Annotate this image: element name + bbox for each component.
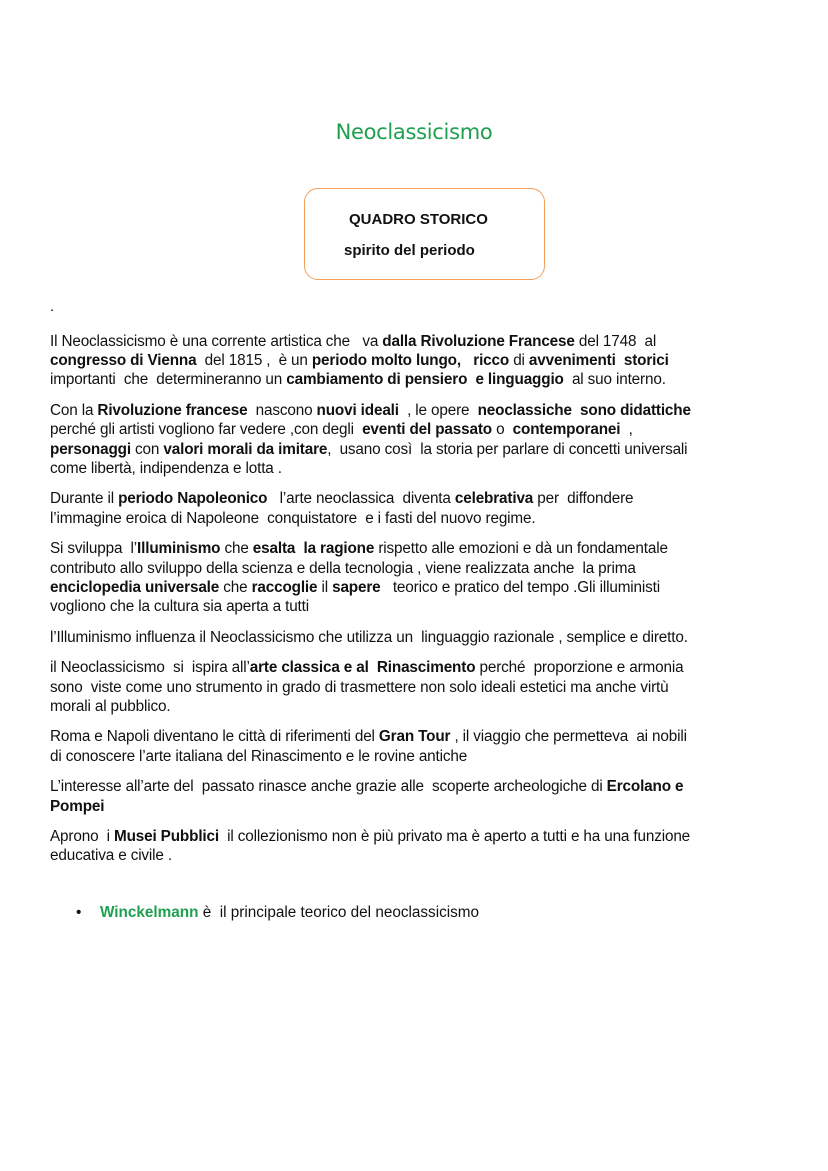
bold-text: Illuminismo (137, 540, 221, 558)
paragraph (50, 628, 780, 647)
text-line (50, 539, 780, 558)
text-segment: , il viaggio che permetteva ai nobili (450, 728, 687, 746)
text-segment: Roma e Napoli diventano le città di riferimenti del (50, 728, 379, 746)
box-subheading: spirito del periodo (344, 242, 475, 259)
text-segment: l’immagine eroica di Napoleone conquistatore e i fasti del nuovo regime. (50, 509, 536, 527)
bold-text: cambiamento di pensiero e linguaggio (286, 371, 564, 389)
bold-text: ricco (473, 352, 510, 370)
paragraph (50, 777, 780, 815)
text-line (50, 846, 780, 865)
text-line (50, 678, 780, 697)
text-segment: Il Neoclassicismo è una corrente artistica che va (50, 333, 383, 350)
bold-text: neoclassiche sono didattiche (477, 402, 691, 420)
text-line (50, 827, 780, 846)
text-segment: L’interesse all’arte del passato rinasce anche grazie alle scoperte archeologiche di (50, 778, 607, 796)
bold-text: arte classica e al Rinascimento (249, 659, 476, 677)
text-segment: di conoscere l’arte italiana del Rinascimento e le rovine antiche (50, 747, 468, 765)
text-line (50, 420, 780, 439)
box-heading: QUADRO STORICO (349, 211, 488, 228)
text-segment: del 1748 al (574, 333, 657, 350)
text-segment: perché proporzione e armonia (475, 659, 684, 677)
paragraph (50, 658, 780, 716)
bold-text: celebrativa (454, 490, 534, 508)
bold-text: Gran Tour (378, 728, 451, 746)
text-line (50, 628, 780, 647)
text-segment: nascono (247, 402, 317, 420)
paragraph (50, 332, 780, 390)
text-segment: Durante il (50, 490, 119, 508)
text-segment: morali al pubblico. (50, 697, 171, 715)
bold-text: Rivoluzione francese (97, 402, 248, 420)
section-box (304, 188, 545, 280)
text-segment: teorico e pratico del tempo .Gli illuministi (380, 578, 660, 596)
text-segment: perché gli artisti vogliono far vedere ,con degli (50, 421, 363, 439)
text-segment: con (130, 440, 164, 458)
text-line (50, 489, 780, 508)
text-segment: Con la (50, 402, 98, 420)
text-segment: l’arte neoclassica diventa (267, 490, 455, 508)
bullet-marker: • (76, 904, 82, 921)
bullet-name: Winckelmann (100, 904, 199, 921)
text-segment: per diffondere (533, 490, 634, 508)
bold-text: raccoglie (251, 578, 318, 596)
stray-dot: . (50, 298, 55, 315)
text-segment: importanti che determineranno un (50, 371, 287, 389)
paragraph (50, 727, 780, 765)
paragraph (50, 401, 780, 478)
bold-text: dalla Rivoluzione Francese (382, 333, 575, 350)
text-segment: Aprono i (50, 828, 114, 846)
text-segment: il collezionismo non è più privato ma è aperto a tutti e ha una funzione (218, 828, 691, 846)
bullet-item (76, 904, 479, 922)
paragraph (50, 827, 780, 865)
text-line (50, 559, 780, 578)
text-segment: contributo allo sviluppo della scienza e della tecnologia , viene realizzata anche la prima (50, 559, 636, 577)
text-segment: o (492, 421, 513, 439)
bullet-text: è il principale teorico del neoclassicismo (198, 904, 480, 921)
text-line (50, 509, 780, 528)
bold-text: Ercolano e (606, 778, 684, 796)
bold-text: valori morali da imitare (163, 440, 328, 458)
text-segment: l’Illuminismo influenza il Neoclassicismo che utilizza un linguaggio razionale , semplice e diretto. (50, 628, 688, 646)
bold-text: sapere (332, 578, 381, 596)
text-line (50, 332, 780, 351)
paragraph (50, 489, 780, 527)
bold-text: nuovi ideali (316, 402, 399, 420)
text-segment: , usano così la storia per parlare di concetti universali (327, 440, 688, 458)
text-segment: , (620, 421, 633, 439)
text-segment: che (220, 540, 253, 558)
text-segment: come libertà, indipendenza e lotta . (50, 459, 282, 477)
bold-text: Pompei (50, 797, 105, 815)
text-line (50, 777, 780, 796)
text-segment: che (219, 578, 252, 596)
bold-text: eventi del passato (362, 421, 492, 439)
bold-text: Musei Pubblici (113, 828, 219, 846)
text-line (50, 459, 780, 478)
text-segment: il (317, 578, 333, 596)
page-title: Neoclassicismo (335, 120, 493, 144)
text-segment: vogliono che la cultura sia aperta a tutti (50, 597, 310, 615)
text-line (50, 578, 780, 597)
bold-text: contemporanei (512, 421, 621, 439)
text-segment: sono viste come uno strumento in grado di trasmettere non solo ideali estetici ma anche virtù (50, 678, 669, 696)
text-segment: , le opere (398, 402, 478, 420)
paragraph (50, 539, 780, 616)
text-line (50, 440, 780, 459)
bold-text: periodo Napoleonico (118, 490, 268, 508)
text-line (50, 370, 780, 389)
text-segment (461, 352, 473, 369)
bold-text: periodo molto lungo, (311, 352, 461, 370)
bold-text: personaggi (50, 440, 131, 458)
bold-text: avvenimenti storici (528, 352, 669, 370)
text-segment: il Neoclassicismo si ispira all’ (50, 659, 250, 677)
bold-text: enciclopedia universale (50, 578, 220, 596)
text-line (50, 697, 780, 716)
text-line (50, 797, 780, 816)
bold-text: esalta la ragione (252, 540, 375, 558)
text-line (50, 351, 780, 370)
text-segment: rispetto alle emozioni e dà un fondamentale (374, 540, 668, 558)
text-segment: educativa e civile . (50, 847, 172, 865)
text-line (50, 747, 780, 766)
text-segment: Si sviluppa l’ (50, 540, 138, 558)
text-line (50, 597, 780, 616)
document-body (50, 332, 780, 877)
text-segment: di (509, 352, 529, 370)
text-line (50, 658, 780, 677)
bold-text: congresso di Vienna (50, 352, 197, 370)
text-segment: del 1815 , è un (196, 352, 312, 370)
text-line (50, 401, 780, 420)
text-line (50, 727, 780, 746)
text-segment: al suo interno. (563, 371, 666, 389)
